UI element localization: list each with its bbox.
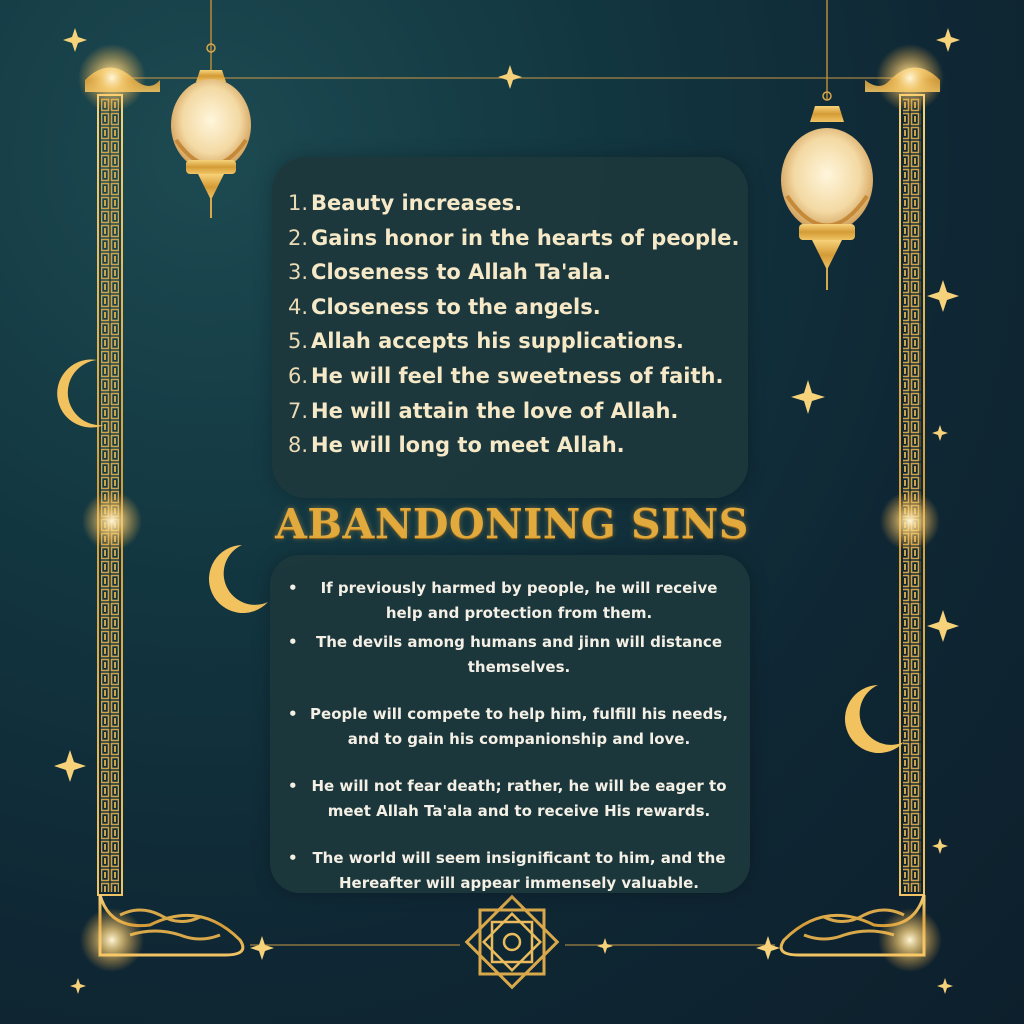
section-heading: ABANDONING SINS xyxy=(275,500,749,548)
bullet-icon: • xyxy=(288,777,298,795)
list-item: 3. Closeness to Allah Ta'ala. xyxy=(288,260,611,285)
effects-bullet-list xyxy=(284,572,740,896)
list-item: 5. Allah accepts his supplications. xyxy=(288,329,684,354)
islamic-knot-emblem-icon xyxy=(467,897,558,988)
list-item: 4. Closeness to the angels. xyxy=(288,294,601,319)
list-item: • He will not fear death; rather, he will be eager to meet Allah Ta'ala and to receive His rewards. xyxy=(284,774,740,824)
list-item: 1. Beauty increases. xyxy=(288,191,523,215)
benefits-list xyxy=(288,186,739,463)
list-item: • People will compete to help him, fulfill his needs, and to gain his companionship and love. xyxy=(284,702,740,752)
list-item: • If previously harmed by people, he will receive help and protection from them. xyxy=(284,576,740,626)
list-item: 8. He will long to meet Allah. xyxy=(288,433,625,458)
bullet-icon: • xyxy=(288,705,298,723)
list-item: • The world will seem insignificant to him, and the Hereafter will appear immensely valuable. xyxy=(284,846,740,896)
bullet-icon: • xyxy=(288,633,298,651)
bullet-icon: • xyxy=(288,579,298,597)
list-item: • The devils among humans and jinn will distance themselves. xyxy=(284,630,740,680)
list-item: 7. He will attain the love of Allah. xyxy=(288,398,679,423)
list-item: 6. He will feel the sweetness of faith. xyxy=(288,363,724,388)
list-item: 2. Gains honor in the hearts of people. xyxy=(288,225,740,250)
bullet-icon: • xyxy=(288,849,298,867)
